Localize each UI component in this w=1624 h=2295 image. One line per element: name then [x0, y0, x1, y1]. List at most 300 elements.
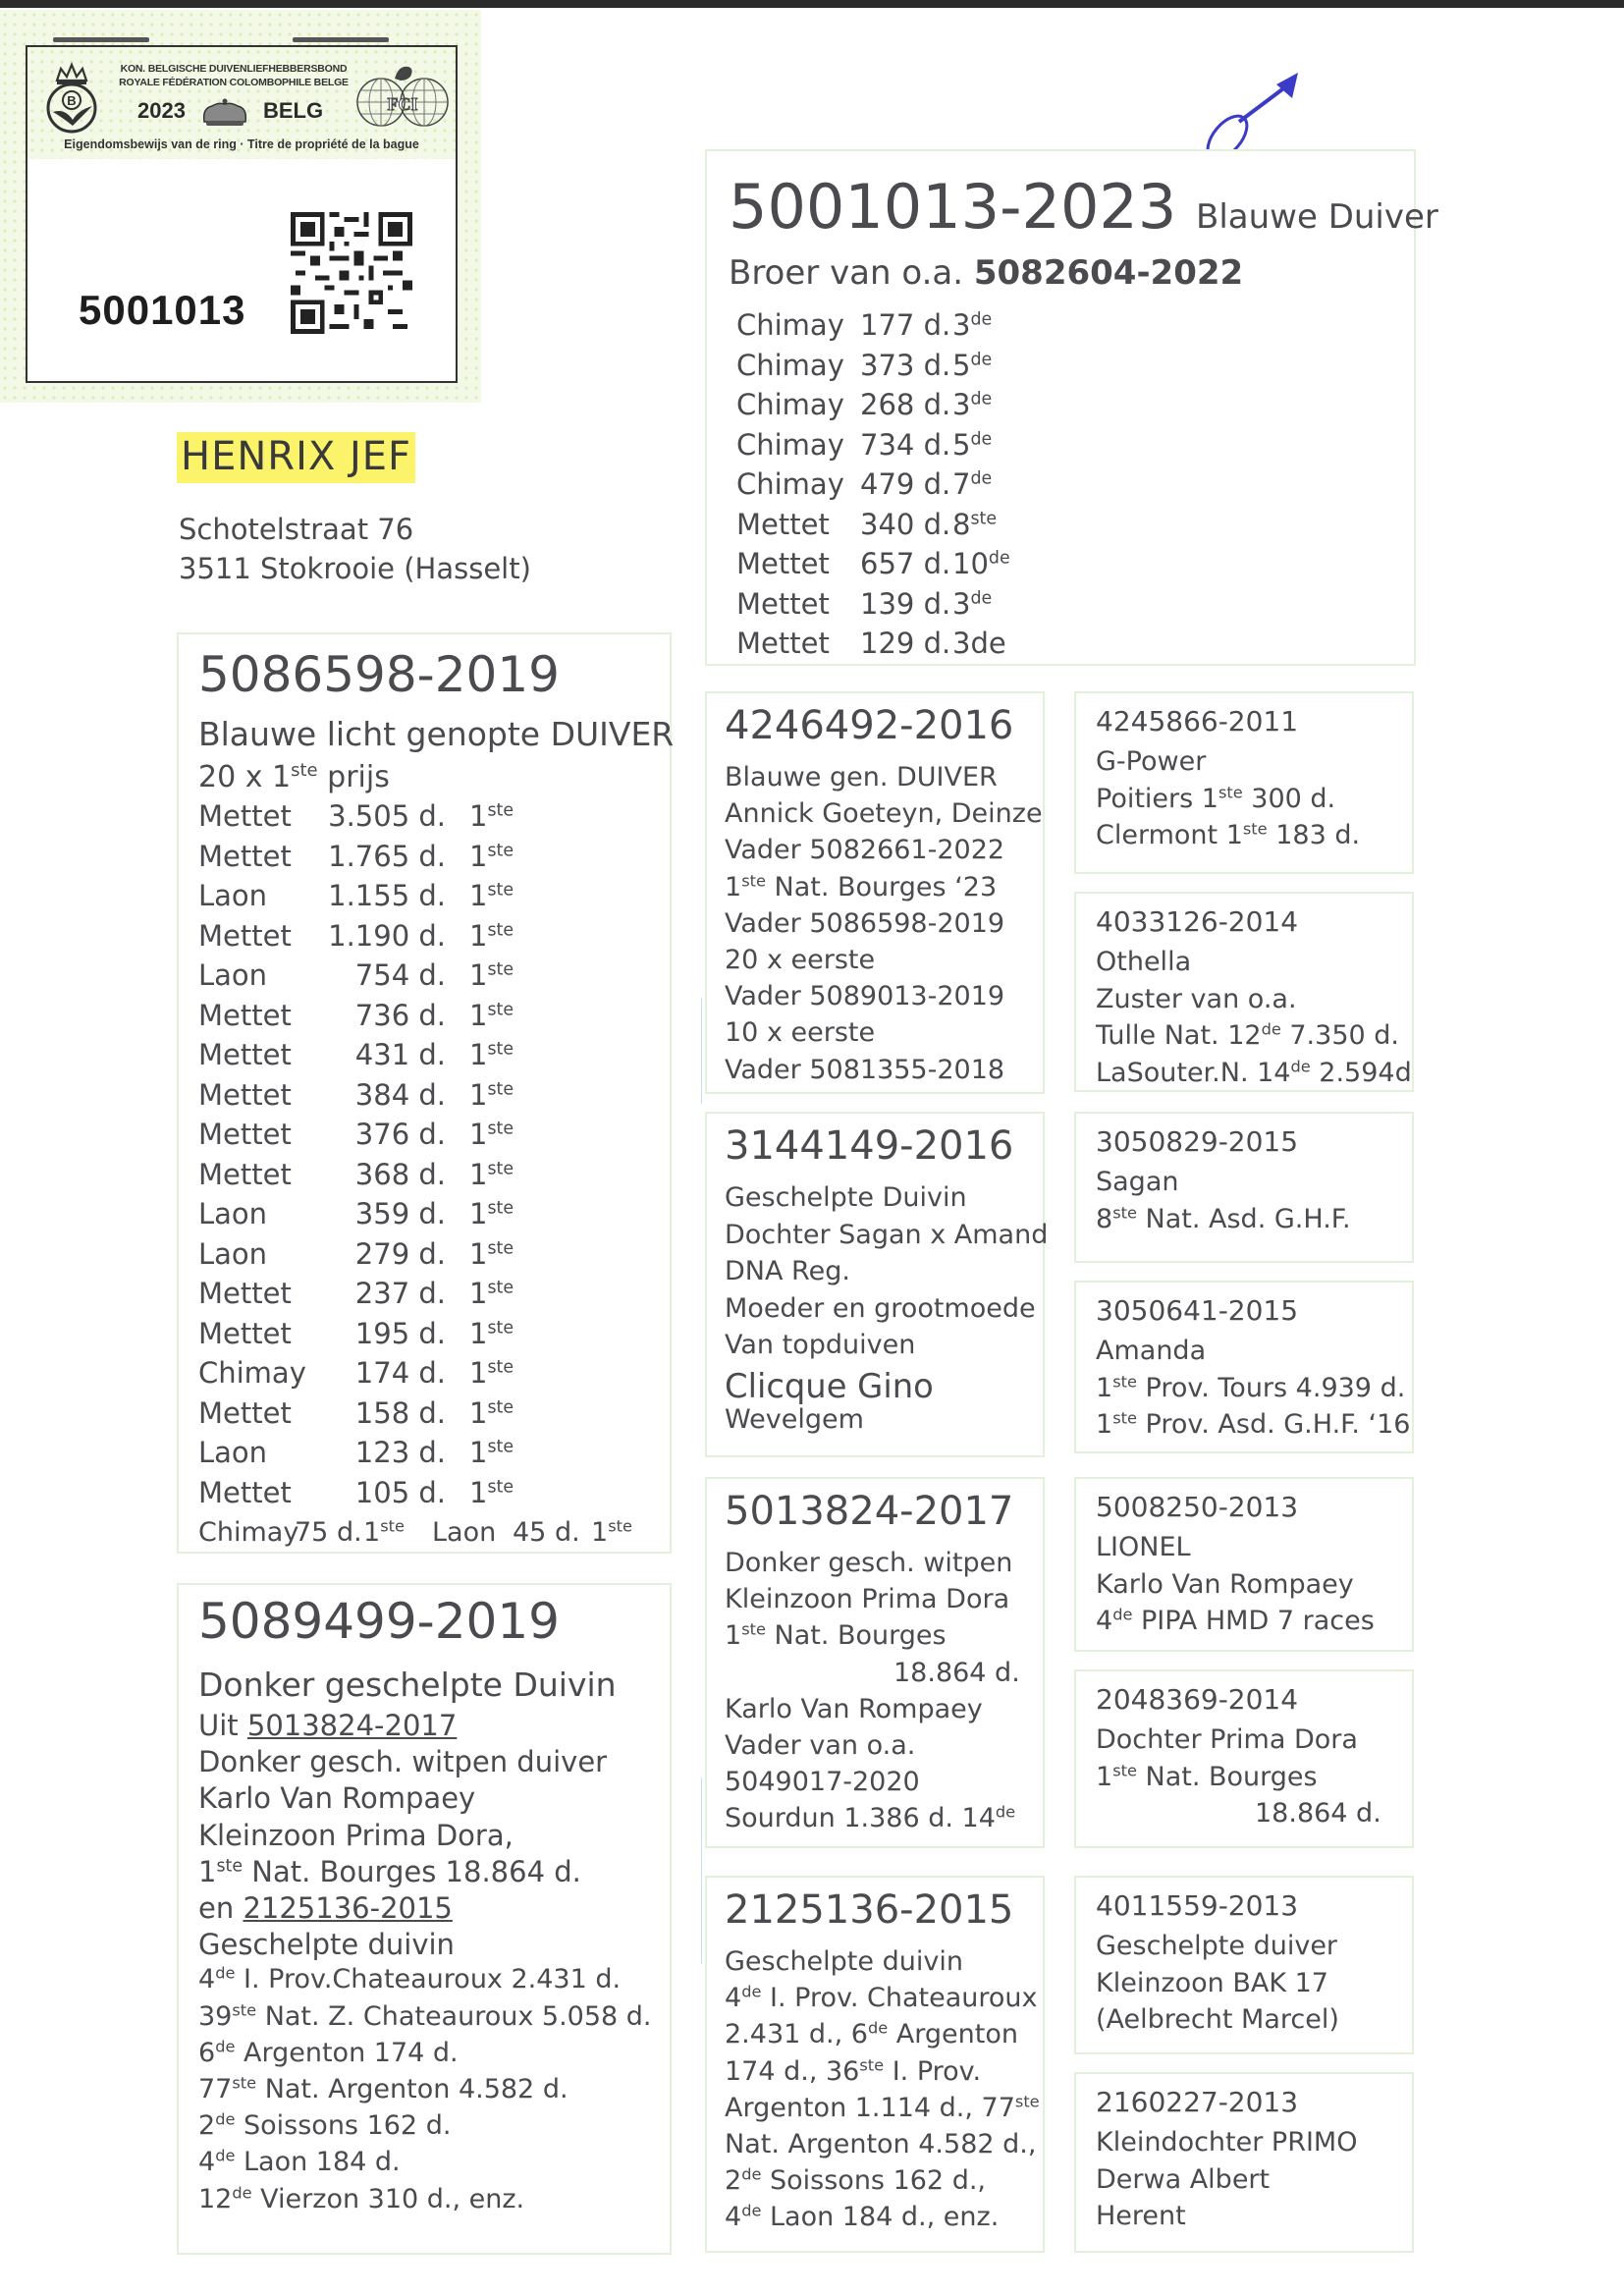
line-text: Annick Goeteyn, Deinze — [725, 798, 1043, 830]
detail-line — [725, 908, 1004, 939]
detail-line — [198, 1928, 455, 1961]
great-grandparent-ring: 3050641-2015 — [1096, 1294, 1299, 1327]
rank — [469, 879, 514, 912]
line-text: Nat. Z. Chateauroux 5.058 d. — [256, 2000, 652, 2032]
detail-line — [725, 1584, 1009, 1614]
rank-number: 10 — [952, 547, 989, 580]
rank-suffix: ste — [487, 1198, 514, 1219]
detail-line — [725, 2056, 981, 2087]
race-place: Mettet — [198, 1475, 292, 1509]
rank — [469, 999, 514, 1032]
line-text: Soissons 162 d. — [235, 2110, 452, 2142]
rank-suffix: de — [1290, 1056, 1311, 1075]
detail-line — [1096, 1336, 1206, 1366]
detail-line — [198, 1855, 581, 1888]
detail-line — [198, 2074, 568, 2104]
detail-line — [725, 1182, 967, 1213]
race-place: Mettet — [198, 1316, 292, 1350]
great-grandparent-ring: 2160227-2013 — [1096, 2086, 1299, 2118]
crown-icon — [200, 98, 249, 128]
bird-count: 45 d. — [513, 1517, 580, 1548]
bird-count: 359 d. — [354, 1197, 446, 1230]
rank — [469, 1396, 514, 1430]
bird-count: 139 d. — [860, 586, 951, 621]
race-place: Mettet — [198, 1077, 292, 1112]
qr-code-icon — [291, 212, 412, 334]
detail-line — [1096, 784, 1335, 814]
detail-line — [725, 1983, 1038, 2013]
detail-line — [1096, 1762, 1318, 1792]
rank-suffix: de — [215, 2109, 236, 2129]
detail-line — [198, 2110, 451, 2141]
bird-count: 3.505 d. — [328, 799, 446, 833]
rank-number: 1 — [469, 839, 488, 873]
rank-suffix: de — [1112, 1605, 1133, 1624]
line-text: Kleinzoon Prima Dora, — [198, 1818, 514, 1852]
line-text: 20 x eerste — [725, 945, 876, 975]
rank-number: 1 — [469, 918, 488, 953]
bird-count: 373 d. — [860, 348, 951, 382]
race-place: Mettet — [736, 586, 830, 621]
rank-suffix: ste — [1242, 819, 1268, 839]
detail-line — [1096, 1569, 1354, 1600]
race-place: Mettet — [198, 799, 292, 833]
rank — [469, 1317, 514, 1350]
line-text: (Aelbrecht Marcel) — [1096, 2004, 1339, 2035]
summary-sup: ste — [291, 760, 318, 782]
line-text: Vierzon 310 d., enz. — [251, 2183, 525, 2214]
bird-count: 195 d. — [354, 1316, 446, 1350]
great-grandparent-ring: 3050829-2015 — [1096, 1125, 1299, 1158]
bird-count: 1.190 d. — [328, 918, 446, 953]
great-grandparent-ring: 4245866-2011 — [1096, 705, 1299, 738]
grandparent-ring: 5013824-2017 — [725, 1489, 1014, 1534]
rank-number: 3 — [952, 586, 971, 621]
rank — [363, 1517, 405, 1548]
rank-suffix: de — [741, 2164, 762, 2184]
line-text: LIONEL — [1096, 1532, 1191, 1562]
line-text: Kleinzoon Prima Dora — [725, 1584, 1010, 1615]
rank-suffix: ste — [487, 1000, 514, 1020]
rank-number: 1 — [469, 1038, 488, 1071]
rank-suffix: de — [970, 468, 993, 489]
rank-number: 4 — [198, 2147, 216, 2178]
owner-street: Schotelstraat 76 — [179, 513, 414, 546]
rank-suffix: ste — [380, 1516, 405, 1536]
bird-count: 105 d. — [354, 1475, 446, 1509]
rank-suffix: ste — [487, 841, 514, 861]
line-text: 5049017-2020 — [725, 1767, 920, 1798]
line-text: Wevelgem — [725, 1403, 864, 1435]
detail-line — [198, 1709, 457, 1742]
sibling-prefix: Broer van o.a. — [729, 253, 964, 293]
rank — [952, 508, 997, 541]
detail-line — [1096, 746, 1206, 777]
line-text: DNA Reg. — [725, 1256, 850, 1287]
rank-suffix: de — [970, 588, 993, 609]
subject-pigeon-card — [705, 149, 1438, 666]
org-name-french: ROYALE FÉDÉRATION COLOMBOPHILE BELGE — [119, 77, 349, 88]
summary-count: 20 x 1 — [198, 760, 292, 794]
grandparent-card — [705, 1876, 1045, 2253]
rank-number: 1 — [363, 1517, 381, 1548]
race-place: Mettet — [198, 998, 292, 1032]
rank — [952, 627, 1006, 660]
detail-line — [725, 798, 1043, 829]
grandparent-card — [705, 691, 1045, 1094]
rank-number: 1 — [1096, 1761, 1113, 1792]
rank-number: 5 — [952, 348, 971, 382]
detail-line — [1096, 1968, 1328, 1998]
rank-number: 1 — [469, 998, 488, 1032]
rank-suffix: ste — [1014, 2092, 1040, 2111]
line-text: Sagan — [1096, 1167, 1179, 1197]
rank — [469, 1197, 514, 1230]
bird-count: 268 d. — [860, 388, 951, 421]
detail-line — [198, 2184, 524, 2214]
grandparent-ring: 3144149-2016 — [725, 1123, 1014, 1169]
great-grandparent-ring: 4033126-2014 — [1096, 905, 1299, 938]
line-text: Clicque Gino — [725, 1367, 934, 1405]
line-text: Dochter Sagan x Amand — [725, 1219, 1049, 1250]
detail-line — [198, 1666, 617, 1704]
rank-suffix: ste — [487, 1278, 514, 1298]
rank — [952, 587, 992, 621]
line-text: Argenton 174 d. — [235, 2037, 459, 2068]
great-grandparent-card — [1074, 1112, 1414, 1263]
bird-count: 431 d. — [354, 1038, 446, 1071]
detail-line — [725, 1017, 875, 1048]
detail-line — [725, 2202, 999, 2232]
rank-suffix: ste — [487, 1477, 514, 1498]
race-place: Mettet — [198, 1395, 292, 1430]
rank — [469, 1436, 514, 1469]
rank-number: 1 — [469, 1395, 488, 1430]
rank — [952, 349, 992, 382]
bird-count: 734 d. — [860, 427, 951, 462]
line-text: 2.431 d., 6 — [725, 2019, 868, 2050]
rank-number: 1 — [469, 879, 488, 912]
detail-line — [725, 1367, 934, 1405]
race-place: Mettet — [736, 627, 830, 660]
rank-suffix: ste — [487, 1437, 514, 1457]
race-place: Laon — [198, 879, 268, 912]
bird-count: 736 d. — [354, 998, 446, 1032]
line-text: Nat. Bourges — [1136, 1761, 1318, 1792]
rank-number: 2 — [725, 2165, 742, 2197]
father-ring: 5086598-2019 — [198, 646, 560, 703]
rank — [469, 1476, 514, 1509]
rank-number: 5 — [952, 427, 971, 462]
line-text: Nat. Bourges ‘23 — [765, 871, 998, 902]
bird-count: 129 d. — [860, 627, 951, 660]
rank-suffix: de — [215, 2146, 236, 2165]
detail-line — [1096, 820, 1360, 850]
detail-line — [1096, 984, 1297, 1014]
rank-suffix: de — [970, 309, 993, 330]
detail-line — [1096, 1409, 1410, 1440]
detail-line — [725, 2093, 1040, 2123]
race-place: Chimay — [736, 308, 844, 342]
ring-reference: 2125136-2015 — [243, 1891, 453, 1925]
rank — [469, 1237, 514, 1271]
line-text: 174 d., 36 — [725, 2055, 860, 2087]
line-tail: 183 d. — [1267, 820, 1361, 850]
race-place: Mettet — [736, 547, 830, 580]
detail-line — [1096, 2164, 1270, 2195]
great-grandparent-card — [1074, 2072, 1414, 2253]
rank-suffix: ste — [487, 1159, 514, 1179]
rank-number: 1 — [469, 1356, 488, 1390]
detail-line — [725, 1404, 864, 1435]
line-text: Vader van o.a. — [725, 1730, 916, 1761]
detail-line — [725, 2165, 986, 2196]
rank — [952, 467, 992, 501]
great-grandparent-ring: 4011559-2013 — [1096, 1889, 1299, 1922]
line-text: 18.864 d. — [1255, 1798, 1381, 1829]
rank-suffix: de — [970, 389, 993, 410]
rank — [469, 799, 514, 833]
line-tail: 7.350 d. — [1280, 1020, 1399, 1051]
race-place: Mettet — [736, 507, 830, 541]
bird-count: 376 d. — [354, 1118, 446, 1151]
race-place: Mettet — [198, 1157, 292, 1191]
sibling-ring: 5082604-2022 — [973, 253, 1244, 293]
detail-line — [725, 1548, 1012, 1578]
line-text: Vader 5086598-2019 — [725, 907, 1005, 939]
rank — [469, 958, 514, 992]
rank-number: 4 — [198, 1964, 216, 1995]
rank — [952, 428, 992, 462]
detail-line — [198, 1781, 475, 1815]
rank-number: 4 — [725, 1983, 742, 2014]
detail-line — [1096, 2201, 1186, 2231]
line-text: Van topduiven — [725, 1330, 916, 1361]
great-grandparent-card — [1074, 892, 1414, 1092]
line-text: G-Power — [1096, 746, 1207, 777]
race-place: Laon — [432, 1517, 497, 1548]
race-place: Chimay — [736, 427, 844, 462]
rank-suffix: ste — [487, 1039, 514, 1060]
detail-line — [725, 1694, 983, 1724]
bird-count: 384 d. — [354, 1077, 446, 1112]
detail-line — [725, 1767, 920, 1797]
bird-count: 340 d. — [860, 507, 951, 541]
detail-line — [1096, 1606, 1375, 1636]
bird-count: 754 d. — [354, 958, 446, 992]
bird-count: 123 d. — [354, 1436, 446, 1469]
rank-suffix: de — [988, 548, 1010, 569]
detail-line — [198, 2147, 401, 2177]
summary-tail: prijs — [317, 760, 390, 794]
rank-suffix: ste — [487, 880, 514, 901]
subject-ring — [729, 171, 1438, 243]
subject-ring-number: 5001013-2023 — [729, 171, 1177, 243]
line-text: Geschelpte Duivin — [725, 1182, 967, 1213]
father-description: Blauwe licht genopte DUIVER — [198, 715, 675, 753]
rank-suffix: ste — [487, 1119, 514, 1139]
line-prefix: en — [198, 1891, 244, 1925]
race-place: Laon — [198, 1197, 268, 1230]
rank-suffix: ste — [1112, 1202, 1137, 1222]
detail-line — [725, 981, 1004, 1011]
father-card — [177, 632, 675, 1554]
certificate-title: Eigendomsbewijs van de ring · Titre de propriété de la bague — [64, 137, 419, 151]
rank-suffix: de — [232, 2182, 252, 2202]
line-text: Donker geschelpte Duivin — [198, 1666, 617, 1704]
line-text: Donker gesch. witpen — [725, 1548, 1013, 1578]
fci-globe-icon — [355, 61, 450, 130]
rank-number: 8 — [1096, 1203, 1113, 1234]
rank-number: 3 — [952, 388, 971, 421]
rank-suffix: ste — [232, 1999, 257, 2019]
detail-line — [198, 1891, 453, 1925]
org-name-dutch: KON. BELGISCHE DUIVENLIEFHEBBERSBOND — [120, 63, 348, 75]
detail-line — [725, 835, 1004, 865]
line-text: Kleindochter PRIMO — [1096, 2127, 1358, 2158]
svg-text:B: B — [67, 93, 77, 108]
line-tail: 2.594d — [1310, 1057, 1412, 1088]
subject-description: Blauwe Duiver — [1196, 197, 1438, 237]
rank-suffix: de — [970, 350, 993, 370]
rank-suffix: ste — [487, 959, 514, 980]
line-text: Clermont 1 — [1096, 820, 1243, 850]
rank-suffix: de — [215, 2037, 236, 2056]
line-text: PIPA HMD 7 races — [1132, 1606, 1375, 1636]
rank-suffix: ste — [487, 1079, 514, 1100]
mother-card — [177, 1583, 672, 2255]
detail-line — [198, 1745, 607, 1778]
detail-line — [198, 2038, 459, 2068]
rank-suffix: ste — [1112, 1408, 1137, 1428]
rank — [952, 388, 992, 421]
detail-line — [725, 1293, 1036, 1324]
race-place: Chimay — [736, 467, 844, 501]
line-text: Derwa Albert — [1096, 2163, 1271, 2195]
race-place: Chimay — [198, 1356, 306, 1390]
line-text: Dochter Prima Dora — [1096, 1724, 1358, 1755]
bird-count: 1.765 d. — [328, 839, 446, 873]
line-text: Geschelpte duiver — [1096, 1931, 1338, 1961]
rank — [469, 1277, 514, 1310]
rank-number: 1 — [469, 1077, 488, 1112]
detail-line — [725, 1055, 1004, 1085]
rank-number: 1 — [198, 1854, 217, 1888]
bird-count: 75 d. — [295, 1517, 362, 1548]
race-place: Chimay — [736, 388, 844, 421]
race-place: Mettet — [198, 1277, 292, 1310]
line-text: LaSouter.N. 14 — [1096, 1057, 1291, 1088]
rank-suffix: ste — [487, 1318, 514, 1339]
grandparent-ring: 4246492-2016 — [725, 703, 1014, 748]
rank-number: 1 — [725, 871, 742, 902]
rank-suffix: de — [741, 2201, 762, 2220]
father-summary — [198, 760, 390, 794]
rank — [469, 1078, 514, 1112]
bird-count: 368 d. — [354, 1157, 446, 1191]
rank-suffix: ste — [216, 1856, 244, 1877]
line-text: Prov. Tours 4.939 d. — [1136, 1372, 1406, 1403]
line-tail: 300 d. — [1242, 783, 1336, 814]
pedigree-connector — [691, 1777, 702, 1964]
rank-number: 77 — [198, 2074, 233, 2104]
rank-number: 1 — [469, 1197, 488, 1230]
subject-sibling — [729, 253, 1243, 293]
detail-line — [1096, 2004, 1339, 2035]
rank-number: 7 — [952, 467, 971, 501]
line-prefix: Uit — [198, 1709, 247, 1742]
country-code: BELG — [263, 98, 324, 123]
line-text: Amanda — [1096, 1336, 1207, 1366]
bird-count: 237 d. — [354, 1277, 446, 1310]
rank-suffix: de — [741, 1982, 762, 2001]
certificate-tab — [293, 37, 389, 42]
line-text: Laon 184 d., enz. — [761, 2202, 1000, 2233]
bird-count: 158 d. — [354, 1395, 446, 1430]
line-text: Vader 5089013-2019 — [725, 981, 1005, 1012]
rank — [952, 547, 1010, 580]
rank-number: 1 — [1096, 1409, 1113, 1440]
race-place: Laon — [198, 1436, 268, 1469]
rank-number: 3de — [952, 627, 1006, 660]
detail-line — [1096, 1724, 1358, 1755]
rank-suffix: ste — [487, 1238, 514, 1259]
bird-count: 657 d. — [860, 547, 951, 580]
rank-number: 1 — [469, 1436, 488, 1469]
rank-number: 4 — [1096, 1606, 1113, 1636]
rank-number: 1 — [469, 958, 488, 992]
line-text: Geschelpte duivin — [725, 1946, 963, 1977]
detail-line — [725, 1330, 915, 1360]
rank — [469, 1118, 514, 1151]
rank-number: 1 — [591, 1517, 609, 1548]
rank-suffix: ste — [970, 509, 998, 529]
rank-suffix: ste — [232, 2073, 257, 2093]
line-text: Vader 5081355-2018 — [725, 1054, 1005, 1085]
rank-suffix: ste — [1112, 1760, 1137, 1779]
line-text: Karlo Van Rompaey — [198, 1781, 476, 1816]
rank — [952, 308, 992, 342]
line-text: Sourdun 1.386 d. 14 — [725, 1803, 996, 1834]
line-tail: Argenton — [888, 2019, 1018, 2050]
rank-suffix: de — [970, 429, 993, 450]
detail-line — [1096, 1167, 1178, 1197]
detail-line — [198, 1819, 514, 1852]
detail-line — [198, 1964, 621, 1994]
rank-number: 1 — [469, 1277, 488, 1310]
great-grandparent-card — [1074, 691, 1414, 874]
rank — [591, 1517, 632, 1548]
detail-line — [1096, 1931, 1337, 1961]
race-place: Laon — [198, 958, 268, 992]
line-text: Nat. Bourges — [765, 1620, 947, 1652]
rank-number: 1 — [469, 799, 488, 833]
rank-number: 12 — [198, 2183, 233, 2214]
rank-number: 3 — [952, 308, 971, 342]
line-text: Zuster van o.a. — [1096, 983, 1297, 1014]
line-text: 18.864 d. — [893, 1657, 1020, 1688]
rank — [469, 1038, 514, 1071]
line-text: I. Prov. Chateauroux — [761, 1983, 1038, 2014]
great-grandparent-card — [1074, 1281, 1414, 1453]
detail-line — [1096, 947, 1191, 977]
mother-ring: 5089499-2019 — [198, 1593, 560, 1650]
rank — [469, 840, 514, 873]
line-text: Donker gesch. witpen duiver — [198, 1745, 608, 1779]
rank-number: 1 — [469, 1118, 488, 1151]
detail-line — [1255, 1798, 1381, 1829]
great-grandparent-ring: 5008250-2013 — [1096, 1491, 1299, 1523]
